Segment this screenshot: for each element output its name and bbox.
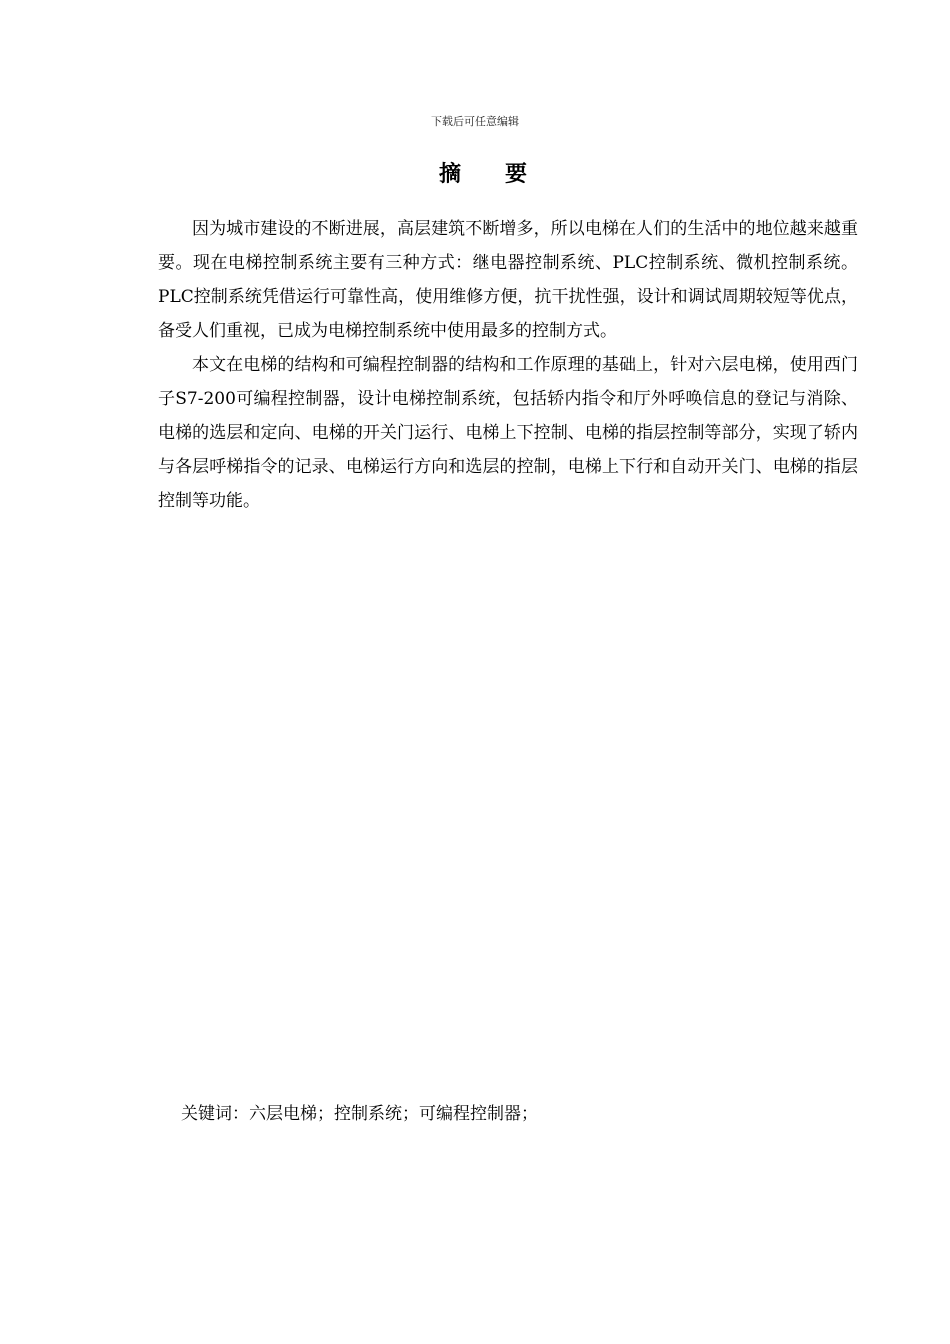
abstract-body: [158, 212, 858, 518]
abstract-paragraph-2: 本文在电梯的结构和可编程控制器的结构和工作原理的基础上，针对六层电梯，使用西门子S7-200可编程控制器，设计电梯控制系统，包括轿内指令和厅外呼唤信息的登记与消除、电梯的选层和定向、电梯的开关门运行、电梯上下控制、电梯的指层控制等部分，实现了轿内与各层呼梯指令的记录、电梯运行方向和选层的控制，电梯上下行和自动开关门、电梯的指层控制等功能。: [158, 355, 858, 511]
keywords-label: 关键词：: [181, 1104, 249, 1124]
page-header-note: 下载后可任意编辑: [431, 115, 519, 128]
abstract-title: 摘要: [438, 161, 571, 187]
keywords-value: 六层电梯；控制系统；可编程控制器；: [249, 1104, 538, 1124]
keywords-line: [181, 1097, 861, 1131]
abstract-paragraph-1: 因为城市建设的不断进展，高层建筑不断增多，所以电梯在人们的生活中的地位越来越重要。现在电梯控制系统主要有三种方式：继电器控制系统、PLC控制系统、微机控制系统。PLC控制系统凭借运行可靠性高，使用维修方便，抗干扰性强，设计和调试周期较短等优点，备受人们重视，已成为电梯控制系统中使用最多的控制方式。: [158, 219, 858, 341]
